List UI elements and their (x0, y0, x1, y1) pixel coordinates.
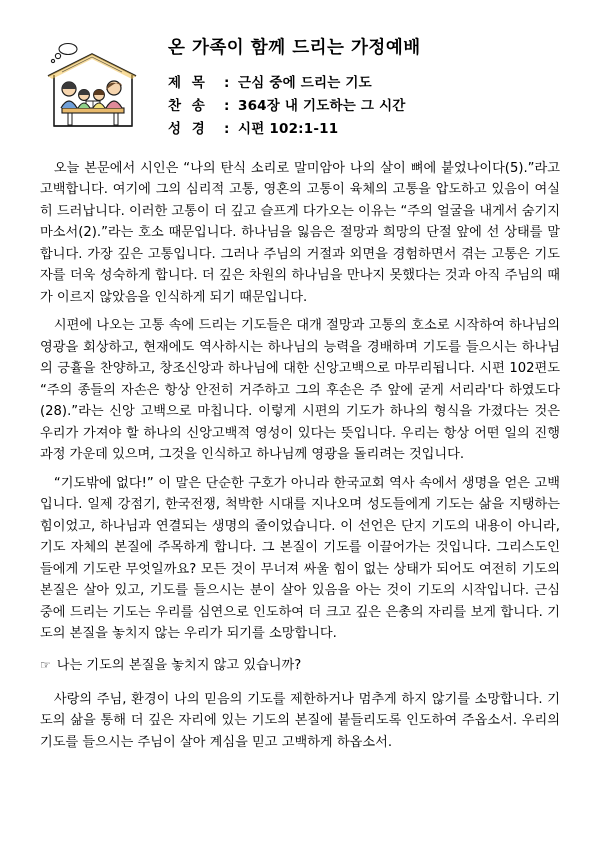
reflection-question (40, 655, 560, 677)
meta-row-scripture (168, 118, 572, 141)
meta-label-scripture: 성 경 (168, 121, 208, 138)
service-meta-list (168, 72, 572, 142)
meta-row-subject (168, 72, 572, 95)
document-body (0, 142, 600, 753)
reflection-question-text: 나는 기도의 본질을 놓치지 않고 있습니까? (56, 658, 302, 673)
meta-colon-scripture: : (224, 121, 230, 138)
meta-label-subject: 제 목 (168, 75, 208, 91)
document-header (0, 0, 600, 142)
meta-value-scripture: 시편 102:1-11 (238, 121, 339, 138)
paragraph-3: “기도밖에 없다!” 이 말은 단순한 구호가 아니라 한국교회 역사 속에서 생명을 얻은 고백입니다. 일제 강점기, 한국전쟁, 척박한 시대를 지나오며 성도들에게 기도는 삶을 지탱하는 힘이었고, 하나님과 연결되는 생명의 줄이었습니다. 이 선언은 단지 기도의 내용이 아니라, 기도 자체의 본질에 주목하게 합니다. 그 본질이 기도를 이끌어가는 것입니다. 그리스도인들에게 기도란 무엇일까요? 모든 것이 무너져 싸울 힘이 없는 상태가 되어도 여전히 기도의 본질은 살아 있고, 기도를 들으시는 분이 살아 있음을 아는 것이 기도의 시작입니다. 근심 중에 드리는 기도는 우리를 심연으로 인도하여 더 크고 깊은 은총의 자리를 보게 합니다. 기도의 본질을 놓치지 않는 우리가 되기를 소망합니다. (40, 475, 560, 642)
family-worship-illustration (42, 42, 150, 134)
meta-colon-subject: : (224, 75, 230, 91)
paragraph-1: 오늘 본문에서 시인은 “나의 탄식 소리로 말미암아 나의 살이 뼈에 붙었나이다(5).”라고 고백합니다. 여기에 그의 심리적 고통, 영혼의 고통이 육체의 고통을 압도하고 있음이 여실히 드러납니다. 이러한 고통이 더 깊고 슬프게 다가오는 이유는 “주의 얼굴을 내게서 숨기지 마소서(2).”라는 호소 때문입니다. 하나님을 잃음은 절망과 희망의 단절 앞에 선 상태를 말합니다. 가장 깊은 고통입니다. 그러나 주님의 거절과 외면을 경험하면서 겪는 고통은 기도자를 더욱 성숙하게 합니다. 더 깊은 차원의 하나님을 만나지 못했다는 것과 아직 주님의 때가 이르지 않았음을 인식하게 되기 때문입니다. (40, 160, 560, 305)
page-title: 온 가족이 함께 드리는 가정예배 (168, 38, 421, 58)
meta-row-hymn (168, 95, 572, 118)
meta-label-hymn: 찬 송 (168, 98, 208, 115)
meta-colon-hymn: : (224, 98, 230, 115)
pointing-hand-icon: ☞ (40, 658, 51, 672)
meta-value-hymn: 364장 내 기도하는 그 시간 (238, 98, 406, 115)
paragraph-2: 시편에 나오는 고통 속에 드리는 기도들은 대개 절망과 고통의 호소로 시작하여 하나님의 영광을 회상하고, 현재에도 역사하시는 하나님의 능력을 경배하며 기도를 들으시는 하나님의 긍휼을 찬양하고, 창조신앙과 하나님에 대한 신앙고백으로 마무리됩니다. 시편 102편도 “주의 종들의 자손은 항상 안전히 거주하고 그의 후손은 주 앞에 굳게 서리라'다 하였도다(28).”라는 신앙 고백으로 마칩니다. 이렇게 시편의 기도가 하나의 형식을 가졌다는 것은 우리가 가져야 할 하나의 신앙고백적 영성이 있다는 뜻입니다. 우리는 항상 어떤 일의 진행 과정 가운데 있으며, 그것을 인식하고 하나님께 영광을 돌리려는 것입니다. (40, 318, 560, 463)
closing-prayer: 사랑의 주님, 환경이 나의 믿음의 기도를 제한하거나 멈추게 하지 않기를 소망합니다. 기도의 삶을 통해 더 깊은 자리에 있는 기도의 본질에 붙들리도록 인도하여 주옵소서. 우리의 기도를 들으시는 주님이 살아 계심을 믿고 고백하게 하옵소서. (40, 691, 560, 750)
header-text-block (150, 34, 572, 142)
meta-value-subject: 근심 중에 드리는 기도 (238, 75, 372, 91)
